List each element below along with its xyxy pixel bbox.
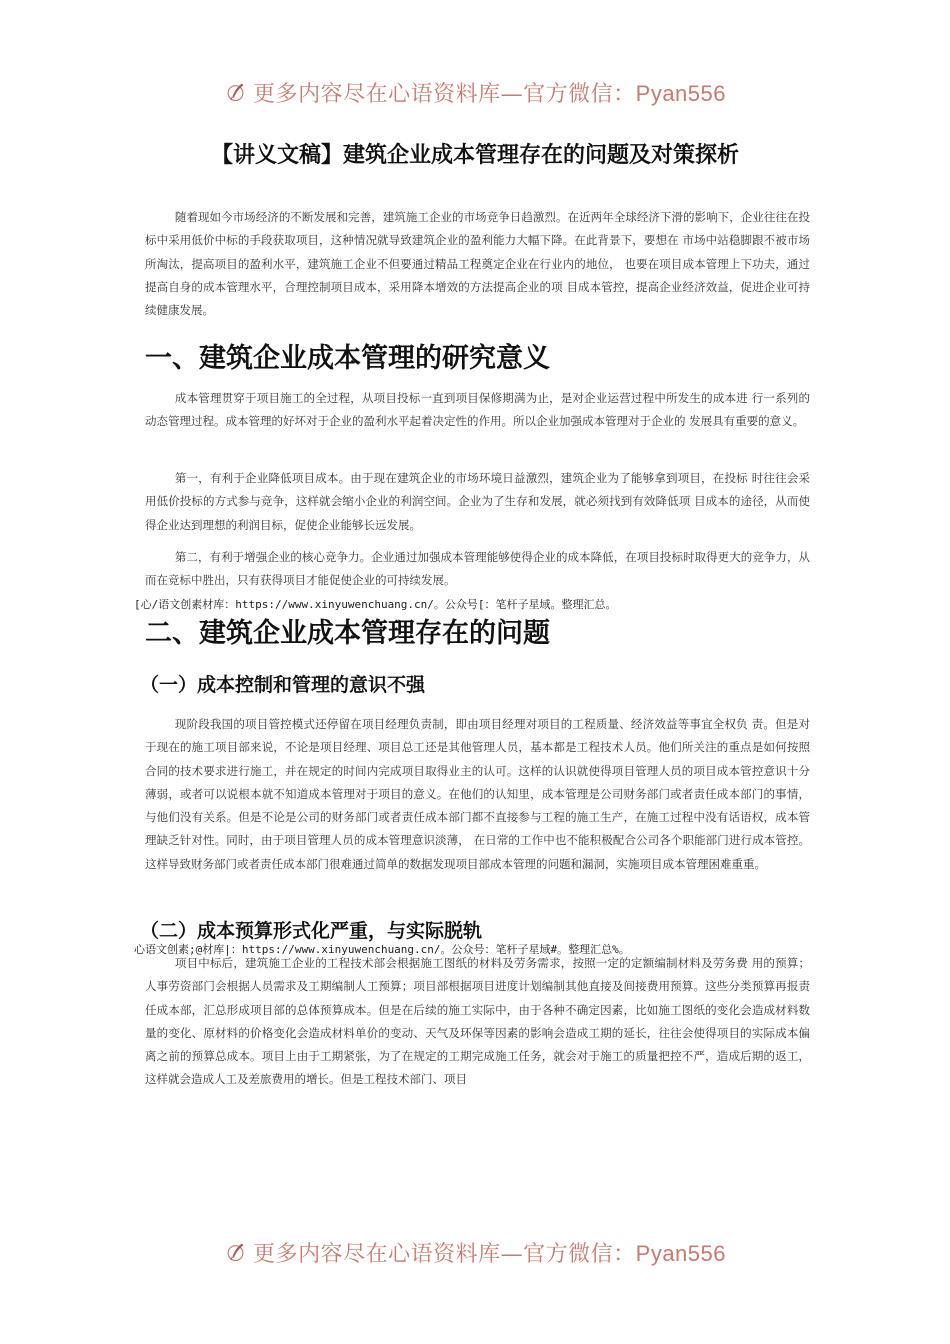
quill-pen-logo-icon: [226, 73, 247, 111]
section2-heading: 二、建筑企业成本管理存在的问题: [145, 618, 550, 649]
watermark-note-2: 心语文创素;@材库|：https://www.xinyuwenchuang.cn/。公众号：笔杆子星域#。整理汇总%。: [134, 943, 630, 956]
banner-text: 更多内容尽在心语资料库—官方微信：Pyan556: [253, 80, 726, 107]
subsection1-paragraph: 现阶段我国的项目管控模式还停留在项目经理负责制，即由项目经理对项目的工程质量、经济效益等事宜全权负 责。但是对于现在的施工项目部来说，不论是项目经理、项目总工还是其他管理人员，基本都是工程技术人员。他们所关注的重点是如何按照合同的技术要求进行施工，并在规定的时间内完成项目取得业主的认可。这样的认识就使得项目管理人员的项目成本管控意识十分薄弱，或者可以说根本就不知道成本管理对于项目的意义。在他们的认知里，成本管理是公司财务部门或者责任成本部门的事情，与他们没有关系。但是不论是公司的财务部门或者责任成本部门都不直接参与工程的施工生产，在施工过程中没有话语权，成本管理缺乏针对性。同时，由于项目管理人员的成本管理意识淡薄， 在日常的工作中也不能积极配合公司各个职能部门进行成本管控。这样导致财务部门或者责任成本部门很难通过简单的数据发现项目部成本管理的问题和漏洞，实施项目成本管理困难重重。: [145, 717, 810, 871]
subsection2-heading: （二）成本预算形式化严重，与实际脱轨: [140, 920, 483, 942]
header-banner: [226, 72, 726, 112]
document-title: 【讲义文稿】建筑企业成本管理存在的问题及对策探析: [210, 143, 739, 168]
intro-paragraph: 随着现如今市场经济的不断发展和完善，建筑施工企业的市场竞争日趋激烈。在近两年全球经济下滑的影响下，企业往往在投标中采用低价中标的手段获取项目，这种情况就导致建筑企业的盈利能力大幅下降。在此背景下，要想在 市场中站稳脚跟不被市场所淘汰，提高项目的盈利水平，建筑施工企业不但要通过精品工程奠定企业在行业内的地位， 也要在项目成本管理上下功夫，通过提高自身的成本管理水平，合理控制项目成本，采用降本增效的方法提高企业的项 目成本管控，提高企业经济效益，促进企业可持续健康发展。: [145, 210, 810, 318]
section1-paragraph-1: 成本管理贯穿于项目施工的全过程，从项目投标一直到项目保修期满为止，是对企业运营过程中所发生的成本进 行一系列的动态管理过程。成本管理的好坏对于企业的盈利水平起着决定性的作用。所以企业加强成本管理对于企业的 发展具有重要的意义。: [145, 391, 810, 429]
subsection1-heading: （一）成本控制和管理的意识不强: [140, 674, 426, 696]
watermark-note-1: [心/语文创素材库：https://www.xinyuwenchuang.cn/。公众号[：笔杆子星域。整理汇总。: [134, 598, 617, 611]
section1-heading: 一、建筑企业成本管理的研究意义: [145, 343, 550, 374]
banner-text: 更多内容尽在心语资料库—官方微信：Pyan556: [253, 1240, 726, 1267]
quill-pen-logo-icon: [226, 1233, 247, 1271]
subsection2-paragraph: 项目中标后，建筑施工企业的工程技术部会根据施工图纸的材料及劳务需求，按照一定的定额编制材料及劳务费 用的预算；人事劳资部门会根据人员需求及工期编制人工预算；项目部根据项目进度计划编制其他直接及间接费用预算。这些分类预算再报责任成本部，汇总形成项目部的总体预算成本。但是在后续的施工实际中，由于各种不确定因素，比如施工图纸的变化会造成材料数量的变化、原材料的价格变化会造成材料单价的变动、天气及环保等因素的影响会造成工期的延长，往往会使得项目的实际成本偏离之前的预算总成本。项目上由于工期紧张，为了在规定的工期完成施工任务，就会对于施工的质量把控不严，造成后期的返工，这样就会造成人工及差旅费用的增长。但是工程技术部门、项目: [145, 956, 810, 1087]
footer-banner: [226, 1232, 726, 1272]
section1-paragraph-3: 第二，有利于增强企业的核心竞争力。企业通过加强成本管理能够使得企业的成本降低，在项目投标时取得更大的竞争力，从而在竞标中胜出，只有获得项目才能促使企业的可持续发展。: [145, 550, 810, 588]
section1-paragraph-2: 第一，有利于企业降低项目成本。由于现在建筑企业的市场环境日益激烈，建筑企业为了能够拿到项目，在投标 时往往会采用低价投标的方式参与竞争，这样就会缩小企业的利润空间。企业为了生存和发展，就必须找到有效降低项 目成本的途径，从而使得企业达到理想的利润目标，促使企业能够长远发展。: [145, 471, 810, 532]
